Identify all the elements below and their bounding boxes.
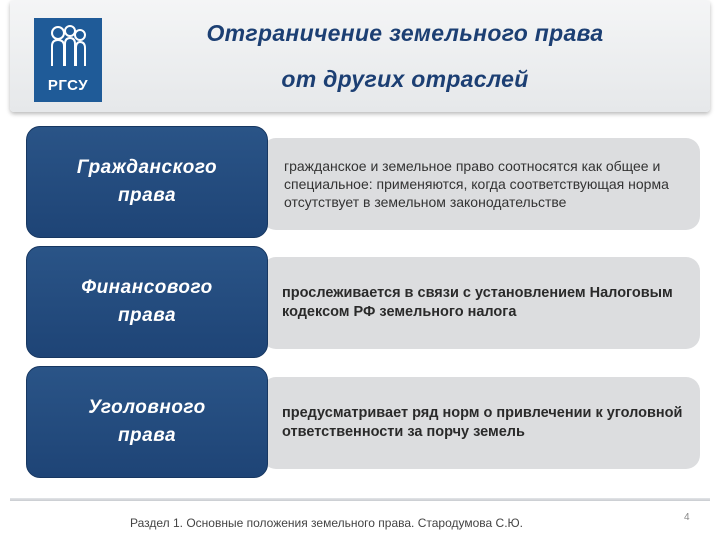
- row-description-card-criminal: [262, 377, 700, 469]
- slide-header: [10, 0, 710, 112]
- row-label-box-financial: [26, 246, 268, 358]
- row-label-box-criminal: [26, 366, 268, 478]
- logo-emblem-icon: [44, 24, 92, 68]
- row-description-civil: гражданское и земельное право соотносятся как общее и специальное: применяются, когда соответствующая норма отсутствует в земельном законодательстве: [284, 158, 669, 210]
- row-label-criminal: Уголовного права: [88, 397, 206, 446]
- row-label-box-civil: [26, 126, 268, 238]
- slide-title-line-2: от других отраслей: [281, 66, 529, 92]
- row-description-financial: прослеживается в связи с установлением Налоговым кодексом РФ земельного налога: [282, 285, 673, 320]
- row-description-card-financial: [262, 257, 700, 349]
- logo-text: РГСУ: [47, 77, 89, 94]
- footer-text: Раздел 1. Основные положения земельного права. Стародумова С.Ю.: [130, 516, 524, 530]
- university-logo: [34, 18, 102, 102]
- row-label-financial: Финансового права: [81, 277, 213, 326]
- row-description-card-civil: [262, 138, 700, 230]
- footer-divider: [10, 498, 710, 501]
- row-description-criminal: предусматривает ряд норм о привлечении к уголовной ответственности за порчу земель: [282, 405, 683, 440]
- page-number: 4: [684, 512, 690, 523]
- row-label-civil: Гражданского права: [76, 157, 218, 206]
- slide-title-line-1: Отграничение земельного права: [206, 20, 604, 46]
